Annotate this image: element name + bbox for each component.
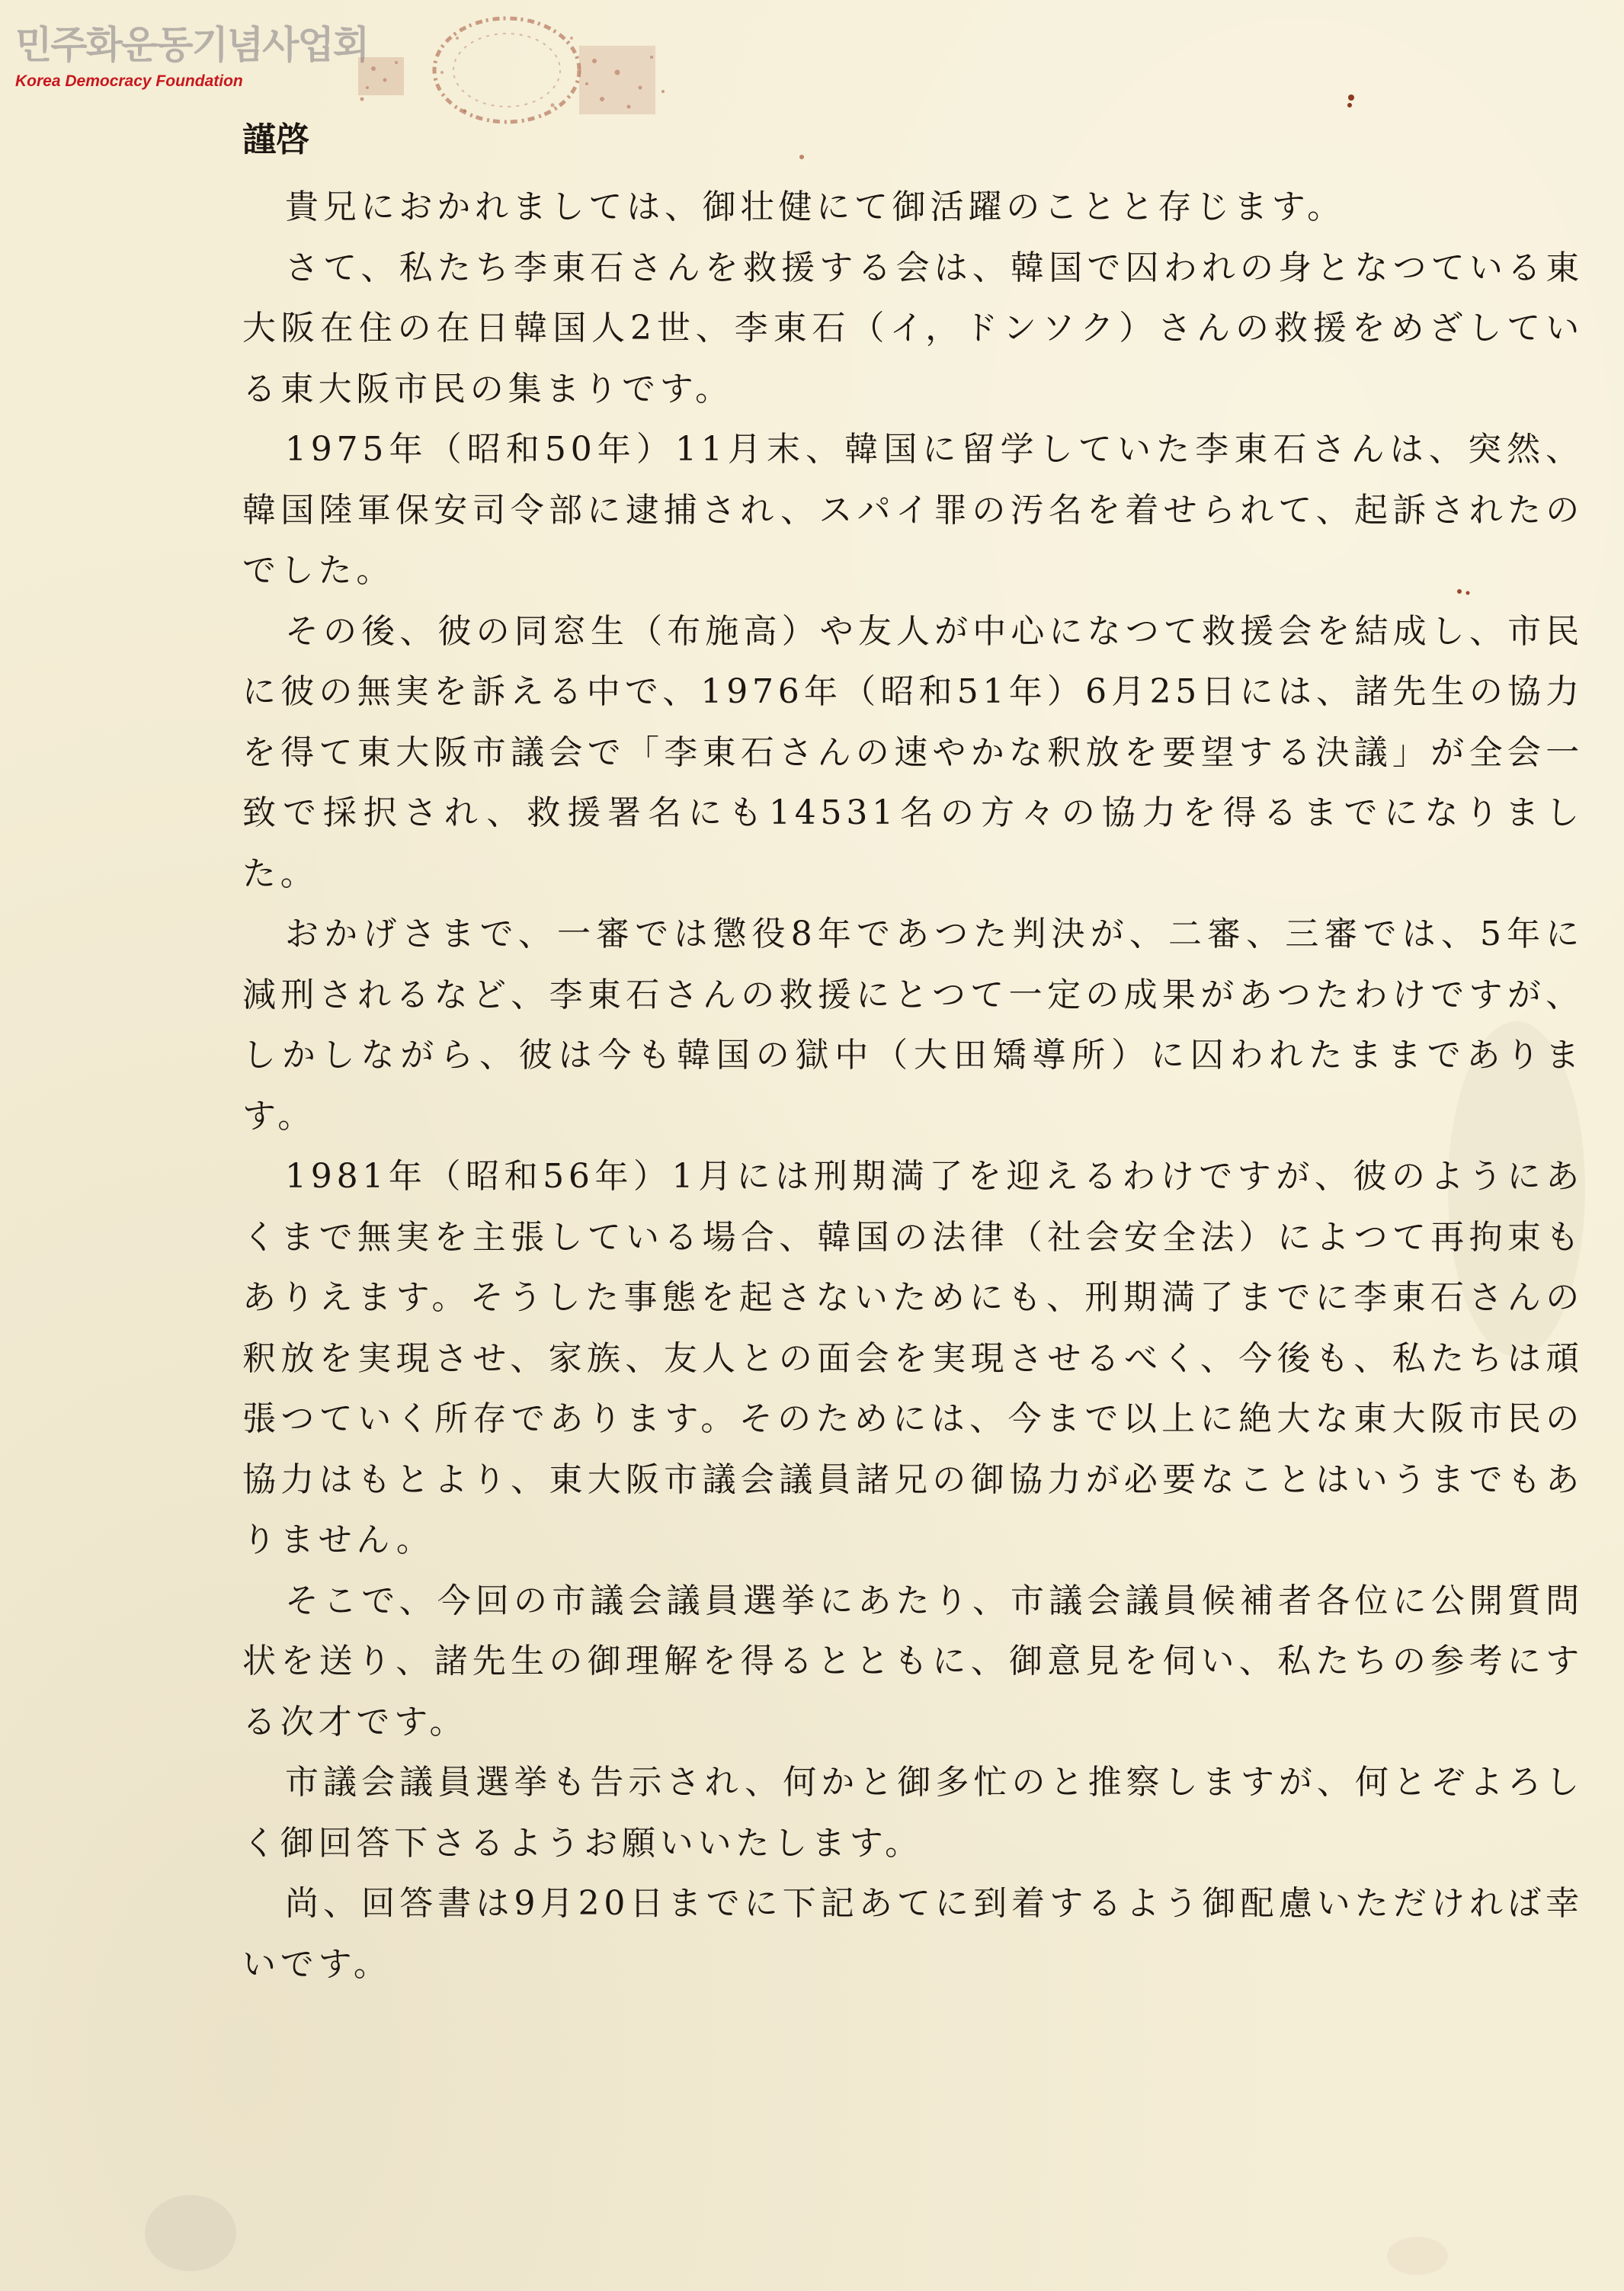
paragraph-support-campaign: その後、彼の同窓生（布施高）や友人が中心になつて救援会を結成し、市民に彼の無実を訴える中で、1976年（昭和51年）6月25日には、諸先生の協力を得て東大阪市議会で「李東石さんの速やかな釈放を要望する決議」が全会一致で採択され、救援署名にも14531名の方々の協力を得るまでになりました。 xyxy=(242,611,1584,893)
watermark-english-text: Korea Democracy Foundation xyxy=(15,72,243,90)
letter-body xyxy=(242,177,1584,1995)
watermark-korean-text: 민주화운동기념사업회 xyxy=(15,23,368,67)
paragraph-request: 市議会議員選挙も告示され、何かと御多忙のと推察しますが、何とぞよろしく御回答下さるようお願いいたします。 xyxy=(242,1763,1584,1863)
letter-salutation: 謹啓 xyxy=(242,120,309,159)
seal-stamp xyxy=(351,15,671,145)
paragraph-arrest: 1975年（昭和50年）11月末、韓国に留学していた李東石さんは、突然、韓国陸軍保安司令部に逮捕され、スパイ罪の汚名を着せられて、起訴されたのでした。 xyxy=(242,430,1584,590)
paragraph-release-goal: 1981年（昭和56年）1月には刑期満了を迎えるわけですが、彼のようにあくまで無実を主張している場合、韓国の法律（社会安全法）によつて再拘束もありえます。そうした事態を起さないためにも、刑期満了までに李東石さんの釈放を実現させ、家族、友人との面会を実現させるべく、今後も、私たちは頑張つていく所存であります。そのためには、今まで以上に絶大な東大阪市民の協力はもとより、東大阪市議会議員諸兄の御協力が必要なことはいうまでもありません。 xyxy=(242,1157,1584,1559)
paragraph-introduction: さて、私たち李東石さんを救援する会は、韓国で囚われの身となつている東大阪在住の在日韓国人2世、李東石（イ，ドンソク）さんの救援をめざしている東大阪市民の集まりです。 xyxy=(242,248,1584,409)
paragraph-questionnaire: そこで、今回の市議会議員選挙にあたり、市議会議員候補者各位に公開質問状を送り、諸先生の御理解を得るとともに、御意見を伺い、私たちの参考にする次才です。 xyxy=(242,1581,1584,1741)
paragraph-deadline: 尚、回答書は9月20日までに下記あてに到着するよう御配慮いただければ幸いです。 xyxy=(242,1884,1584,1984)
paragraph-sentence-reduction: おかげさまで、一審では懲役8年であつた判決が、二審、三審では、5年に減刑されるなど、李東石さんの救援にとつて一定の成果があつたわけですが、しかしながら、彼は今も韓国の獄中（大田矯導所）に囚われたままであります。 xyxy=(242,915,1584,1136)
watermark-logo xyxy=(15,23,368,91)
paragraph-greeting: 貴兄におかれましては、御壮健にて御活躍のことと存じます。 xyxy=(285,187,1345,226)
